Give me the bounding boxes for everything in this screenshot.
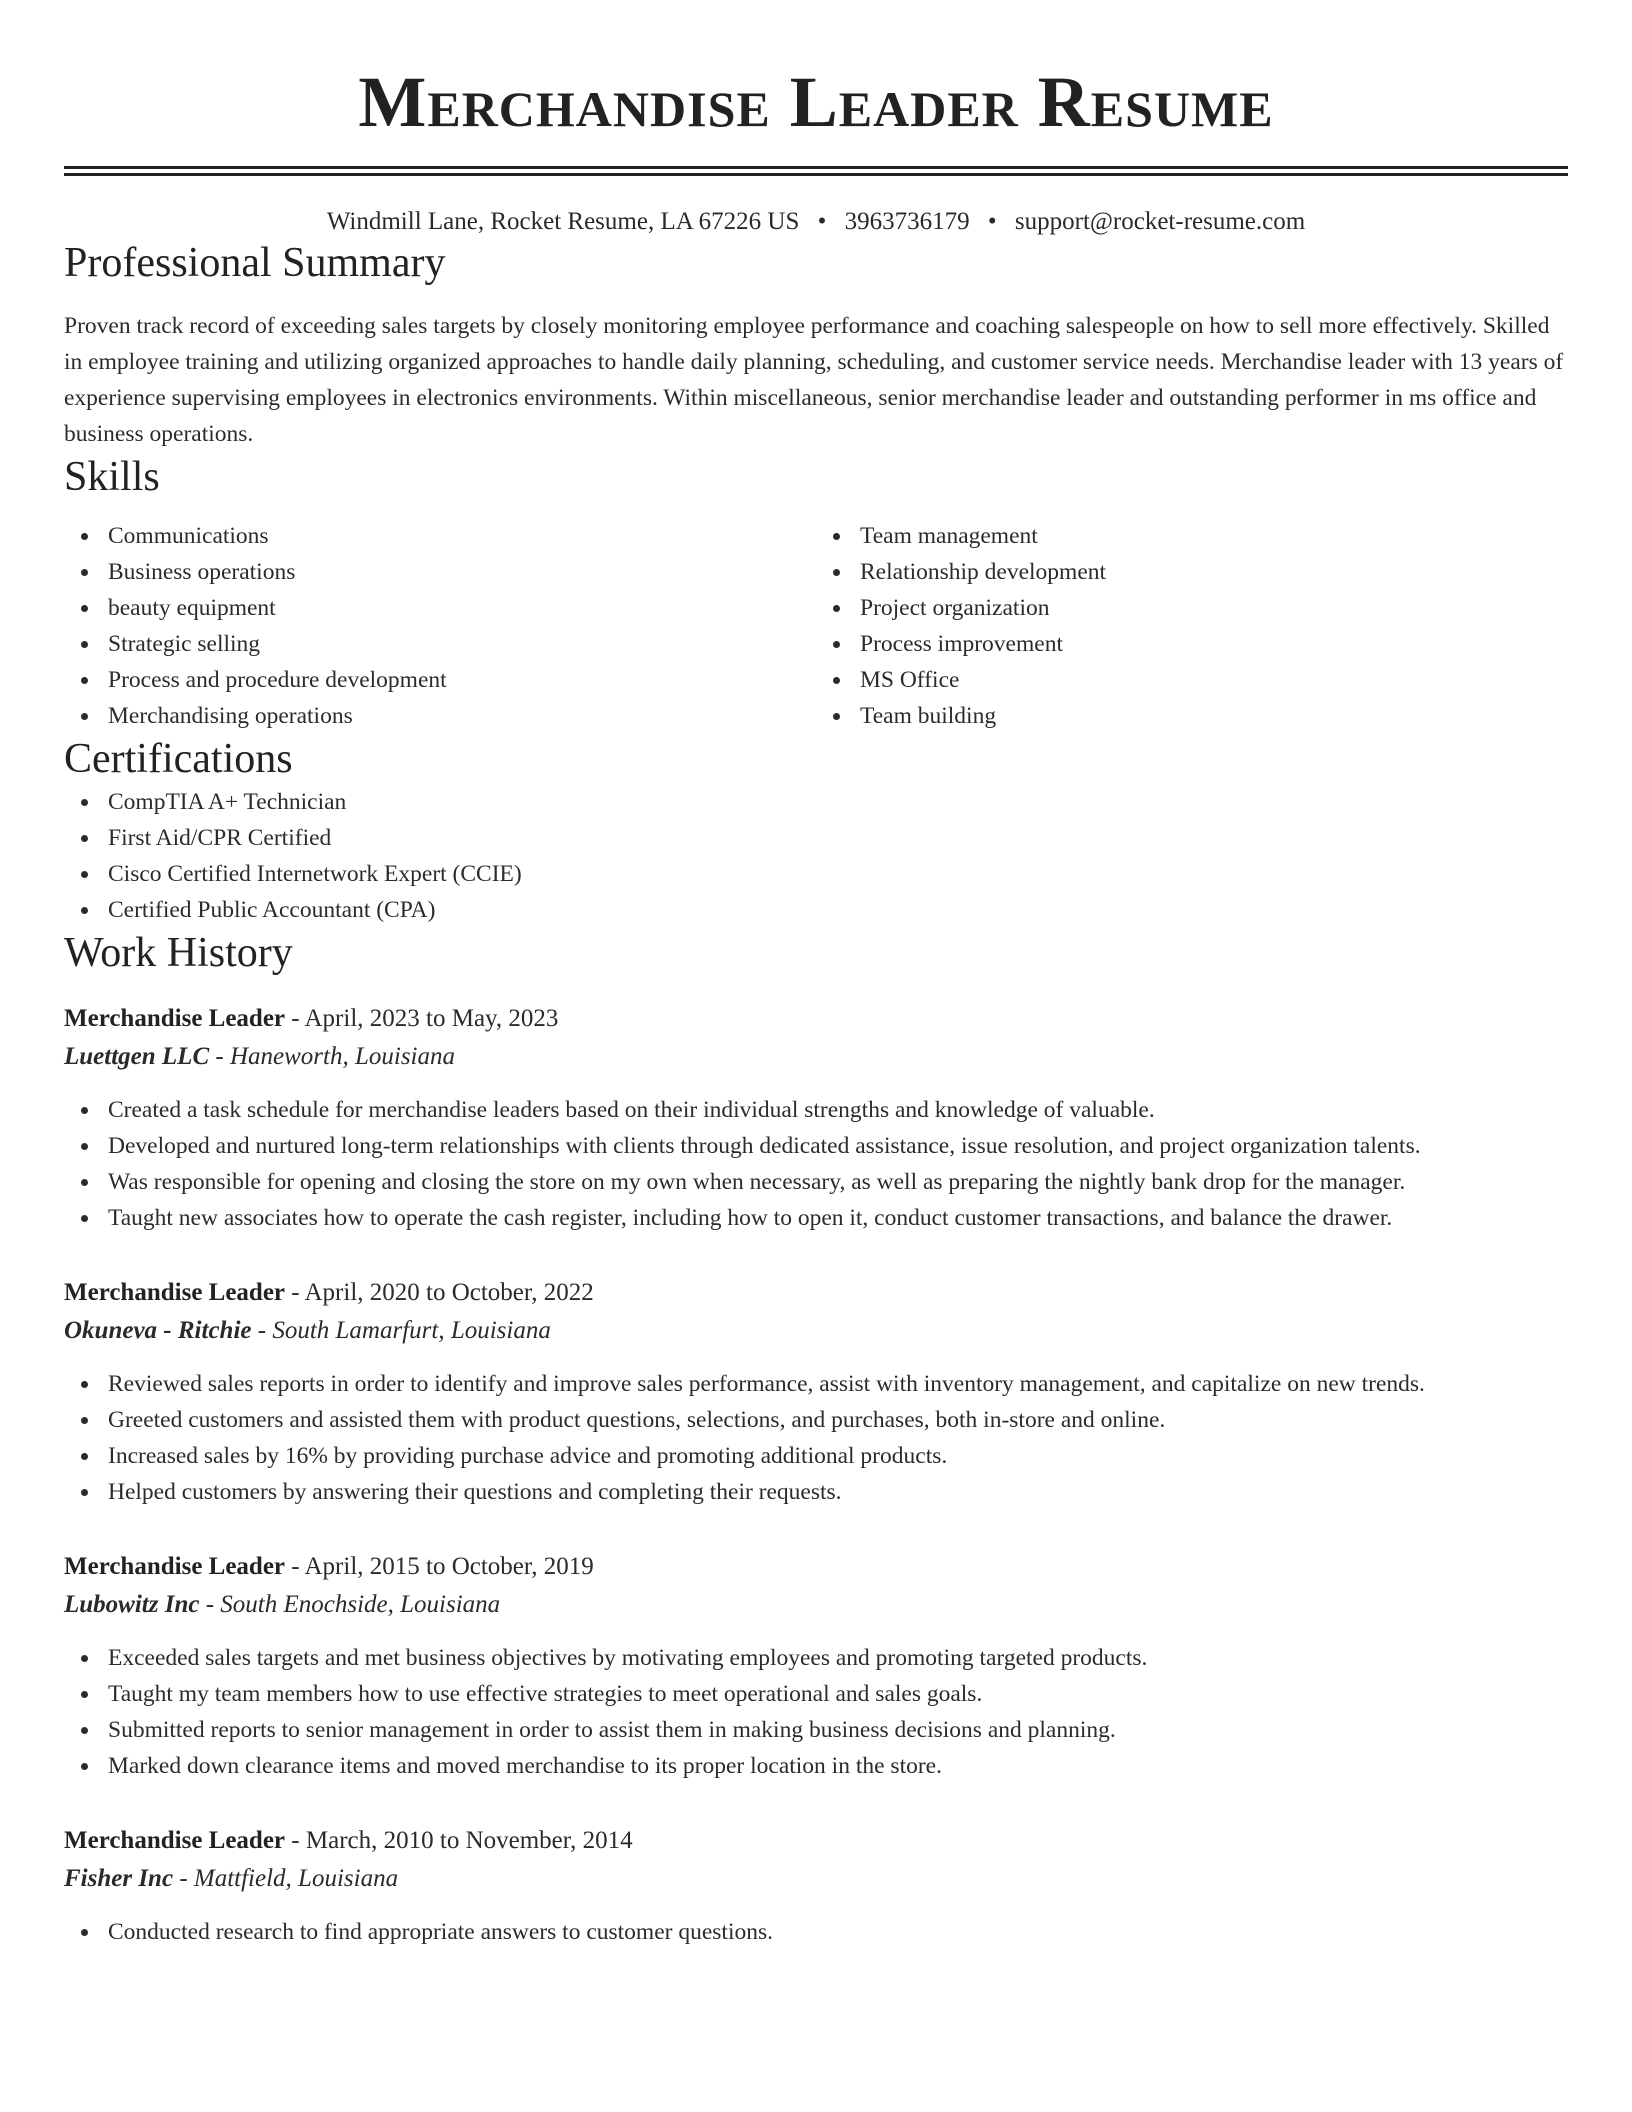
job-dates: - April, 2023 to May, 2023 — [285, 1005, 559, 1032]
company-location: - South Lamarfurt, Louisiana — [251, 1317, 551, 1344]
certification-item: Certified Public Accountant (CPA) — [64, 892, 1568, 928]
contact-line — [64, 206, 1568, 238]
job-title: Merchandise Leader — [64, 1553, 286, 1580]
certification-item: CompTIA A+ Technician — [64, 784, 1568, 820]
certification-item: Cisco Certified Internetwork Expert (CCIE) — [64, 856, 1568, 892]
skills-heading: Skills — [64, 454, 160, 500]
certifications-list — [64, 784, 1568, 928]
contact-separator: • — [987, 208, 997, 235]
job-title-line — [64, 1822, 1568, 1860]
skill-item: Process and procedure development — [64, 662, 816, 698]
skills-column-right — [816, 518, 1568, 734]
title-divider — [64, 166, 1568, 176]
company-name: Fisher Inc — [64, 1865, 174, 1892]
contact-phone: 3963736179 — [844, 208, 970, 235]
job-duty: Greeted customers and assisted them with product questions, selections, and purchases, both in-store and online. — [64, 1402, 1568, 1438]
skill-item: Business operations — [64, 554, 816, 590]
skill-item: Strategic selling — [64, 626, 816, 662]
job-title: Merchandise Leader — [64, 1279, 286, 1306]
job-title: Merchandise Leader — [64, 1827, 286, 1854]
job-duty: Taught new associates how to operate the cash register, including how to open it, conduct customer transactions, and balance the drawer. — [64, 1200, 1568, 1236]
skill-item: Team management — [816, 518, 1568, 554]
job-duties — [64, 1640, 1568, 1784]
job-duty: Increased sales by 16% by providing purchase advice and promoting additional products. — [64, 1438, 1568, 1474]
job-entry — [64, 1000, 1568, 1236]
job-duty: Taught my team members how to use effective strategies to meet operational and sales goals. — [64, 1676, 1568, 1712]
skills-list — [64, 518, 1568, 734]
summary-text: Proven track record of exceeding sales targets by closely monitoring employee performance and coaching salespeople on how to sell more effectively. Skilled in employee training and utilizing organized approaches to handle daily planning, scheduling, and customer service needs. Merchandise leader with 13 years of experience supervising employees in electronics environments. Within miscellaneous, senior merchandise leader and outstanding performer in ms office and business operations. — [64, 313, 1564, 447]
job-entry — [64, 1548, 1568, 1784]
resume-title: Merchandise Leader Resume — [358, 62, 1274, 142]
company-location: - South Enochside, Louisiana — [199, 1591, 501, 1618]
company-name: Okuneva - Ritchie — [64, 1317, 252, 1344]
resume-page — [64, 0, 1568, 1950]
job-duty: Helped customers by answering their questions and completing their requests. — [64, 1474, 1568, 1510]
company-line — [64, 1586, 1568, 1624]
contact-address: Windmill Lane, Rocket Resume, LA 67226 US — [326, 208, 800, 235]
job-duty: Marked down clearance items and moved merchandise to its proper location in the store. — [64, 1748, 1568, 1784]
job-duty: Reviewed sales reports in order to identify and improve sales performance, assist with inventory management, and capitalize on new trends. — [64, 1366, 1568, 1402]
job-dates: - March, 2010 to November, 2014 — [285, 1827, 633, 1854]
skills-column-left — [64, 518, 816, 734]
company-line — [64, 1038, 1568, 1076]
company-name: Lubowitz Inc — [64, 1591, 200, 1618]
company-location: - Mattfield, Louisiana — [173, 1865, 399, 1892]
job-duty: Created a task schedule for merchandise leaders based on their individual strengths and knowledge of valuable. — [64, 1092, 1568, 1128]
company-line — [64, 1312, 1568, 1350]
skill-item: Team building — [816, 698, 1568, 734]
job-duty: Exceeded sales targets and met business objectives by motivating employees and promoting targeted products. — [64, 1640, 1568, 1676]
skill-item: Process improvement — [816, 626, 1568, 662]
skill-item: Communications — [64, 518, 816, 554]
job-title-line — [64, 1548, 1568, 1586]
job-duties — [64, 1092, 1568, 1236]
company-name: Luettgen LLC — [64, 1043, 210, 1070]
skill-item: Relationship development — [816, 554, 1568, 590]
job-dates: - April, 2015 to October, 2019 — [285, 1553, 594, 1580]
job-dates: - April, 2020 to October, 2022 — [285, 1279, 594, 1306]
certifications-heading: Certifications — [64, 736, 293, 782]
contact-email: support@rocket-resume.com — [1014, 208, 1306, 235]
company-location: - Haneworth, Louisiana — [209, 1043, 455, 1070]
skill-item: Project organization — [816, 590, 1568, 626]
job-duties — [64, 1366, 1568, 1510]
summary-heading: Professional Summary — [64, 240, 446, 286]
job-entry — [64, 1822, 1568, 1950]
job-title-line — [64, 1274, 1568, 1312]
skill-item: Merchandising operations — [64, 698, 816, 734]
job-title-line — [64, 1000, 1568, 1038]
company-line — [64, 1860, 1568, 1898]
job-duties — [64, 1914, 1568, 1950]
skill-item: beauty equipment — [64, 590, 816, 626]
job-entry — [64, 1274, 1568, 1510]
skill-item: MS Office — [816, 662, 1568, 698]
job-duty: Conducted research to find appropriate answers to customer questions. — [64, 1914, 1568, 1950]
job-duty: Was responsible for opening and closing the store on my own when necessary, as well as preparing the nightly bank drop for the manager. — [64, 1164, 1568, 1200]
job-title: Merchandise Leader — [64, 1005, 286, 1032]
contact-separator: • — [817, 208, 827, 235]
job-duty: Submitted reports to senior management in order to assist them in making business decisions and planning. — [64, 1712, 1568, 1748]
certification-item: First Aid/CPR Certified — [64, 820, 1568, 856]
work-history-heading: Work History — [64, 930, 293, 976]
job-duty: Developed and nurtured long-term relationships with clients through dedicated assistance, issue resolution, and project organization talents. — [64, 1128, 1568, 1164]
